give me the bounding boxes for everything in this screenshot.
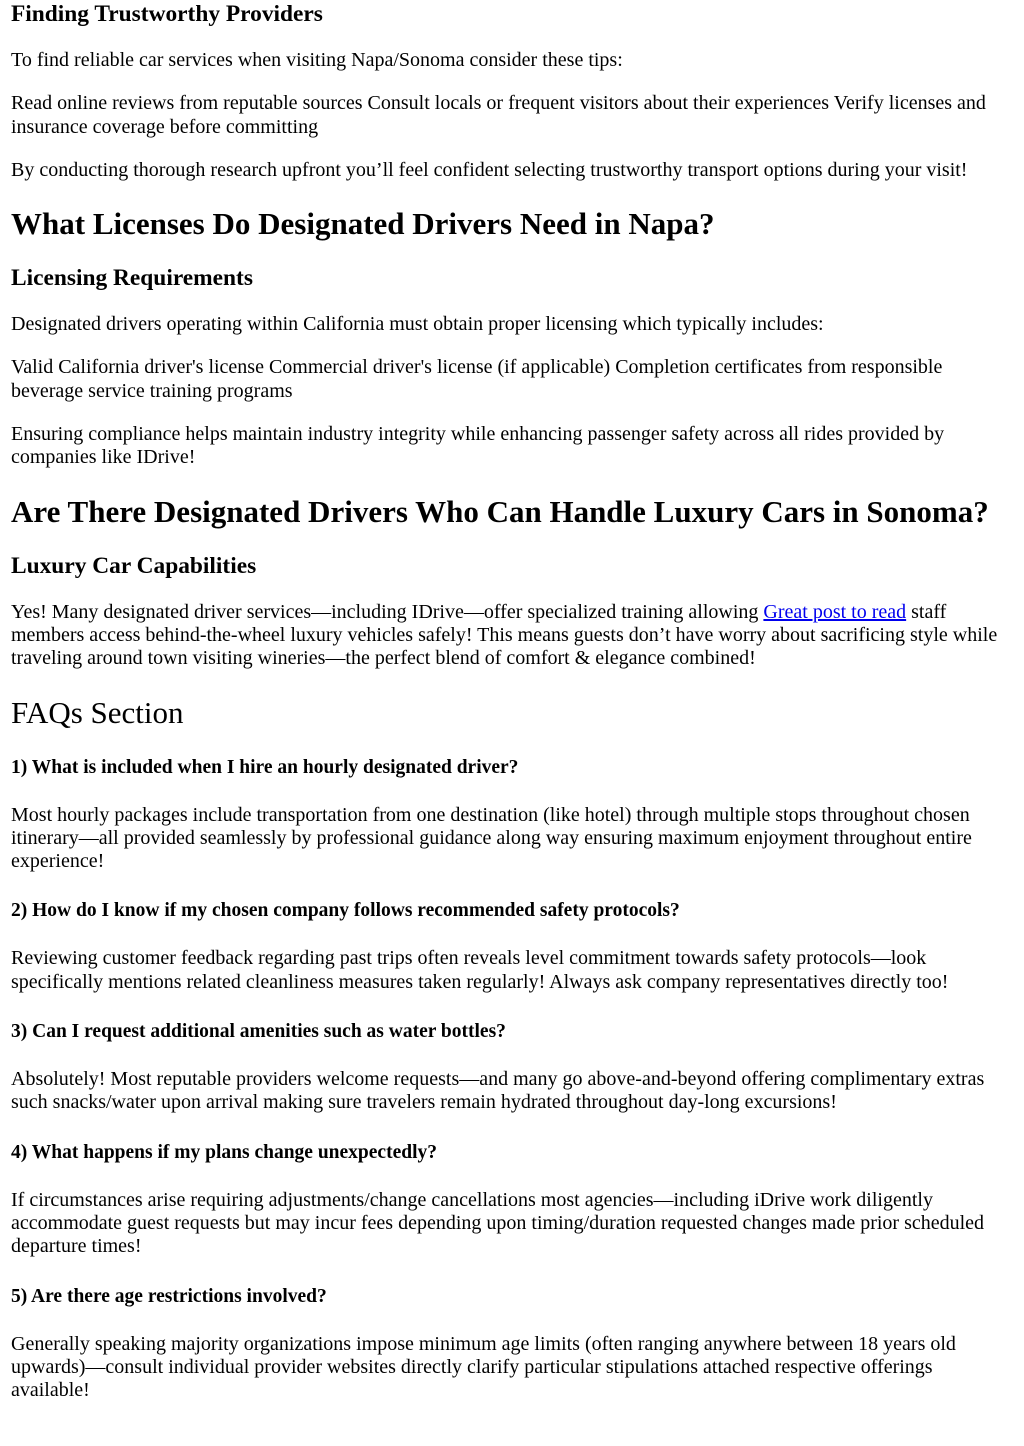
finding-heading: Finding Trustworthy Providers [11, 1, 323, 27]
faq-answer: Most hourly packages include transportation from one destination (like hotel) through multiple stops throughout chosen itinerary—all provided seamlessly by professional guidance along way ensuring maximum enjoyment throughout entire experience! [11, 803, 972, 873]
faqs-heading: FAQs Section [11, 694, 184, 730]
faq-question: 1) What is included when I hire an hourly designated driver? [11, 756, 519, 778]
faq-question: 5) Are there age restrictions involved? [11, 1285, 327, 1307]
faq-question: 4) What happens if my plans change unexpectedly? [11, 1141, 437, 1163]
faq-item [11, 899, 1014, 994]
faq-item [11, 1141, 1014, 1259]
licenses-intro: Designated drivers operating within California must obtain proper licensing which typically includes: [11, 313, 824, 336]
faq-question: 3) Can I request additional amenities such as water bottles? [11, 1021, 506, 1043]
luxury-text-before: Yes! Many designated driver services—including IDrive—offer specialized training allowing [11, 600, 764, 623]
luxury-text-after: staff members access behind-the-wheel luxury vehicles safely! This means guests don’t have worry about sacrificing style while traveling around town visiting wineries—the perfect blend of comfort & elegance combined! [11, 600, 998, 670]
great-post-link[interactable]: Great post to read [763, 600, 907, 623]
faq-answer: If circumstances arise requiring adjustments/change cancellations most agencies—including iDrive work diligently accommodate guest requests but may incur fees depending upon timing/duration requested changes made prior scheduled departure times! [11, 1188, 985, 1258]
faq-answer: Generally speaking majority organizations impose minimum age limits (often ranging anywhere between 18 years old upwards)—consult individual provider websites directly clarify particular stipulations attached respective offerings available! [11, 1332, 956, 1402]
luxury-heading: Are There Designated Drivers Who Can Handle Luxury Cars in Sonoma? [11, 493, 989, 529]
luxury-subheading: Luxury Car Capabilities [11, 552, 257, 579]
licenses-list: Valid California driver's license Commercial driver's license (if applicable) Completion certificates from responsible beverage service training programs [11, 356, 943, 402]
licenses-heading: What Licenses Do Designated Drivers Need in Napa? [11, 206, 715, 242]
faq-answer: Absolutely! Most reputable providers welcome requests—and many go above-and-beyond offering complimentary extras such snacks/water upon arrival making sure travelers remain hydrated throughout day-long excursions! [11, 1068, 985, 1114]
faq-item [11, 1285, 1014, 1403]
finding-closing: By conducting thorough research upfront you’ll feel confident selecting trustworthy transport options during your visit! [11, 158, 968, 181]
faq-question: 2) How do I know if my chosen company follows recommended safety protocols? [11, 900, 680, 922]
faq-item [11, 1020, 1014, 1115]
licenses-closing: Ensuring compliance helps maintain industry integrity while enhancing passenger safety across all rides provided by companies like IDrive! [11, 423, 945, 469]
finding-intro: To find reliable car services when visiting Napa/Sonoma consider these tips: [11, 49, 623, 71]
faq-item [11, 756, 1014, 874]
faq-answer: Reviewing customer feedback regarding past trips often reveals level commitment towards safety protocols—look specifically mentions related cleanliness measures taken regularly! Always ask company representatives directly too! [11, 947, 949, 993]
finding-tips: Read online reviews from reputable sources Consult locals or frequent visitors about their experiences Verify licenses and insurance coverage before committing [11, 92, 986, 138]
luxury-paragraph [11, 601, 1014, 671]
licenses-subheading: Licensing Requirements [11, 265, 253, 292]
faq-list [11, 756, 1014, 1403]
